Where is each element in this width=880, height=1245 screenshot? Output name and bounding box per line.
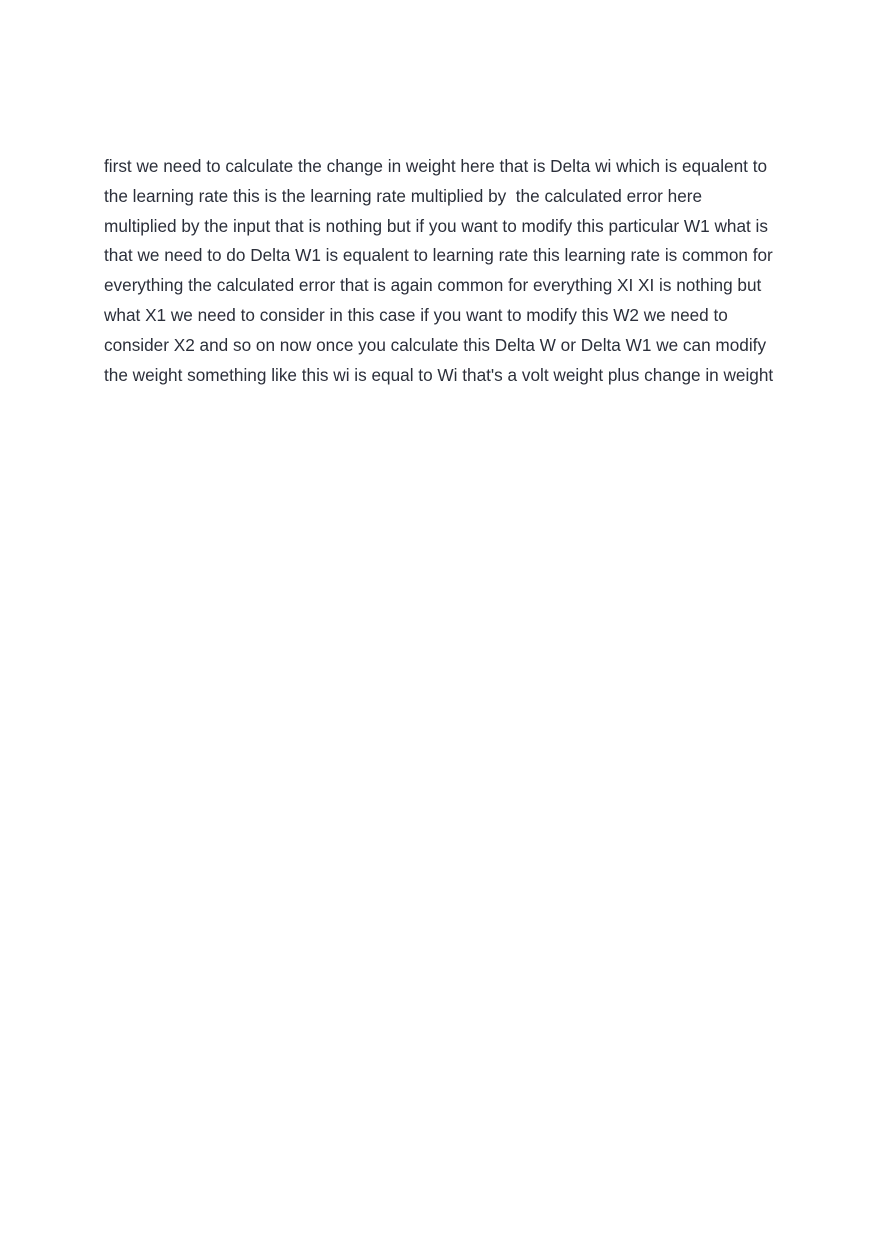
paragraph-line: first we need to calculate the change in weight here that is Delta wi which is equalent to <box>104 156 768 176</box>
paragraph-line: the learning rate this is the learning rate multiplied by the calculated error here <box>104 185 703 206</box>
paragraph-line: consider X2 and so on now once you calculate this Delta W or Delta W1 we can modify <box>104 334 767 355</box>
paragraph-line: multiplied by the input that is nothing but if you want to modify this particular W1 what is <box>104 215 768 236</box>
paragraph-line: that we need to do Delta W1 is equalent to learning rate this learning rate is common for <box>104 245 773 266</box>
body-paragraph <box>104 152 804 390</box>
paragraph-line: everything the calculated error that is again common for everything XI XI is nothing but <box>104 275 762 296</box>
paragraph-line: the weight something like this wi is equal to Wi that's a volt weight plus change in weight <box>104 364 774 385</box>
paragraph-line: what X1 we need to consider in this case if you want to modify this W2 we need to <box>104 304 728 325</box>
